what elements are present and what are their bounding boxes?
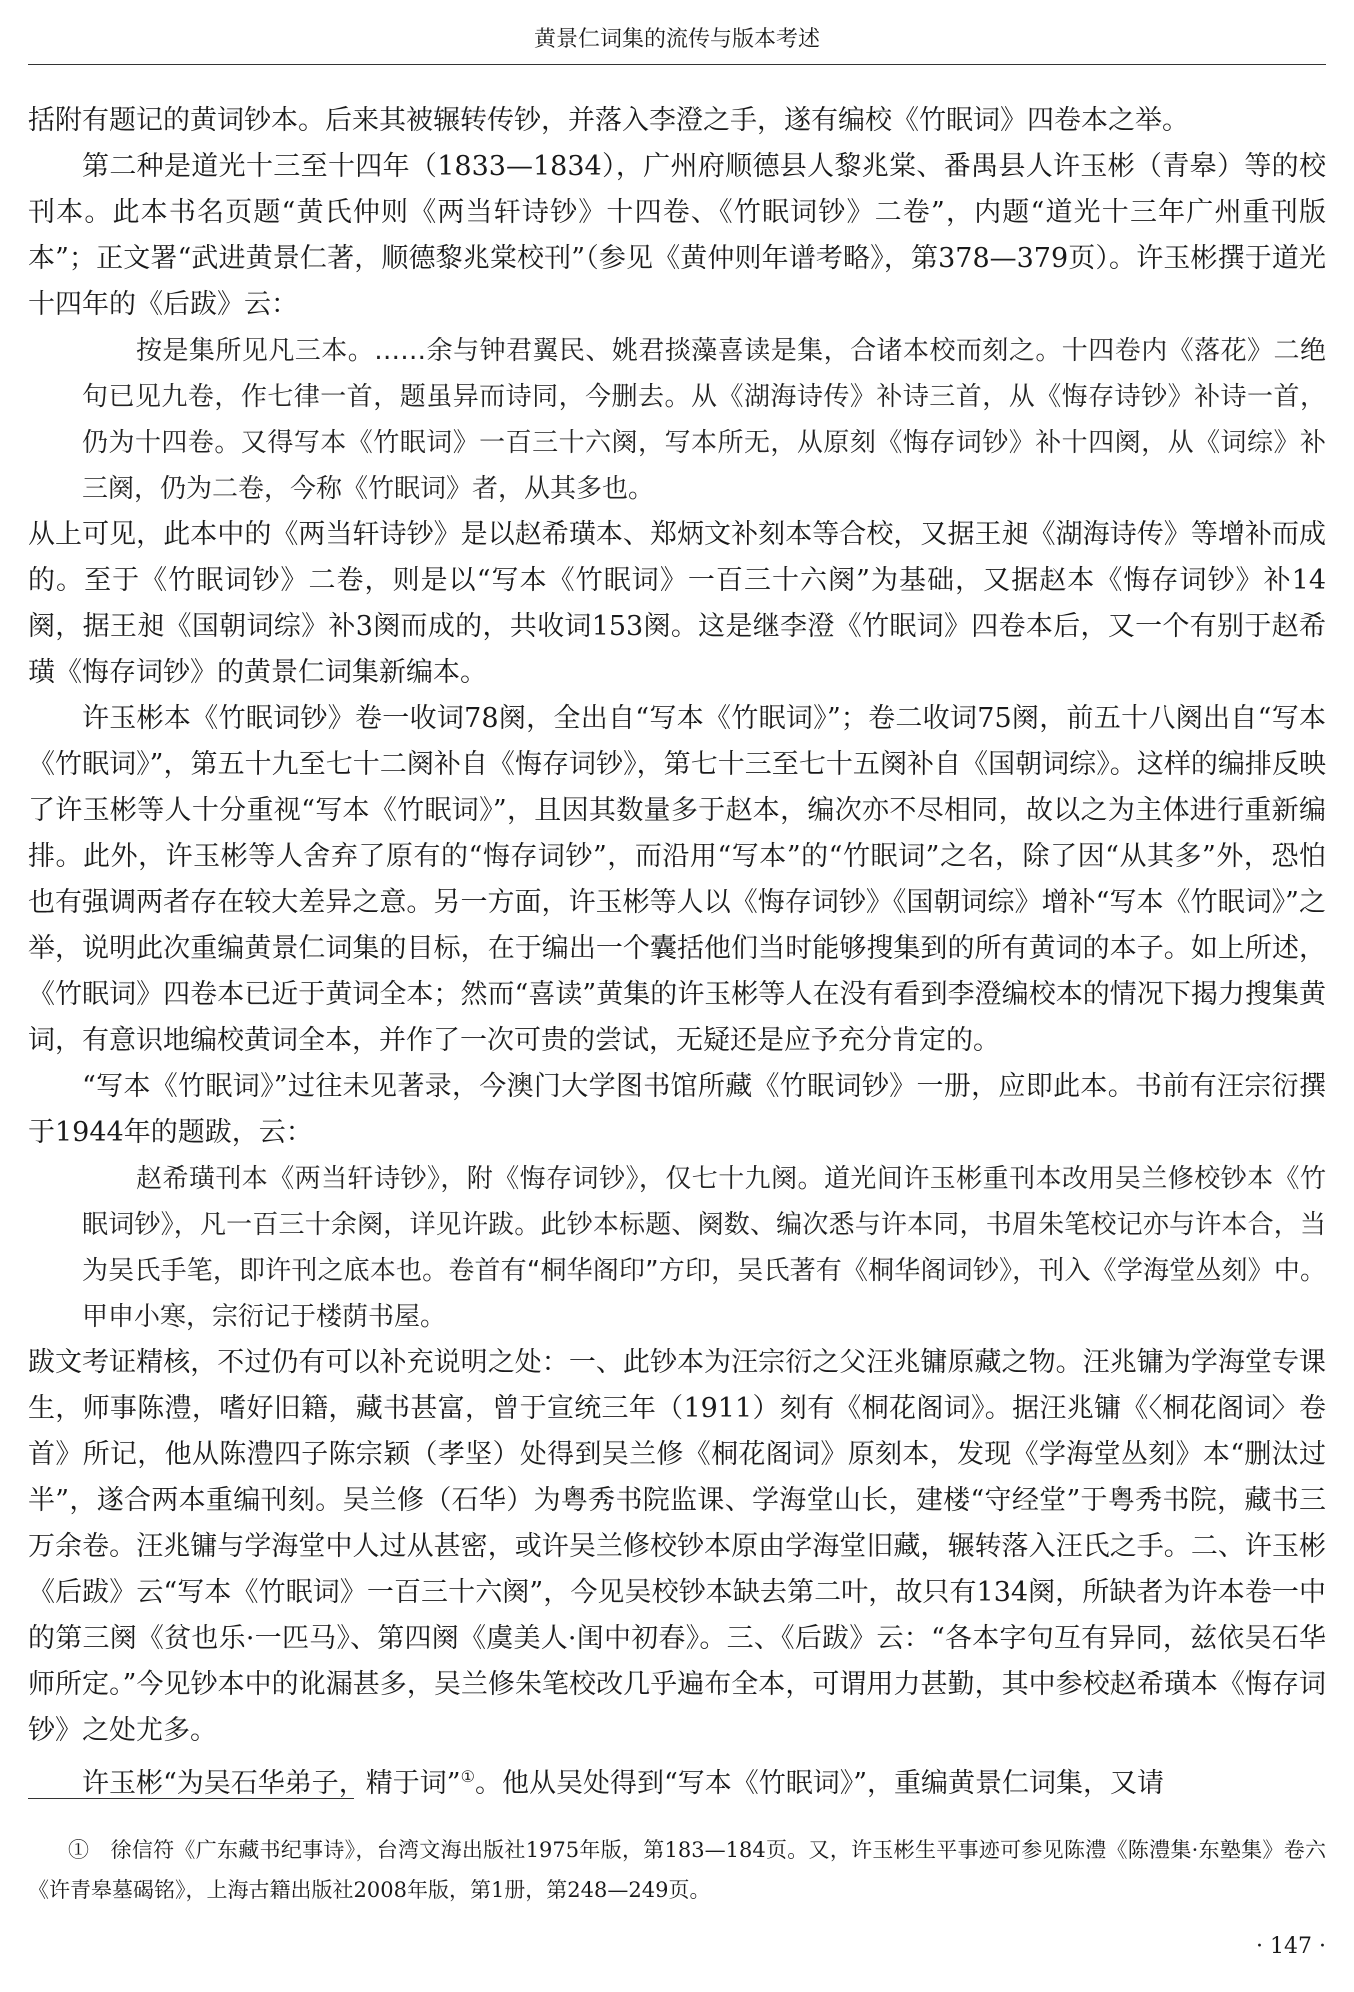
body-text	[28, 98, 1326, 1807]
paragraph-5: “写本《竹眠词》”过往未见著录，今澳门大学图书馆所藏《竹眠词钞》一册，应即此本。书前有汪宗衍撰于1944年的题跋，云：	[28, 1071, 1326, 1148]
paragraph-6: 跋文考证精核，不过仍有可以补充说明之处：一、此钞本为汪宗衍之父汪兆镛原藏之物。汪兆镛为学海堂专课生，师事陈澧，嗜好旧籍，藏书甚富，曾于宣统三年（1911）刻有《桐花阁词》。据汪兆镛《〈桐花阁词〉卷首》所记，他从陈澧四子陈宗颖（孝坚）处得到吴兰修《桐花阁词》原刻本，发现《学海堂丛刻》本“删汰过半”，遂合两本重编刊刻。吴兰修（石华）为粤秀书院监课、学海堂山长，建楼“守经堂”于粤秀书院，藏书三万余卷。汪兆镛与学海堂中人过从甚密，或许吴兰修校钞本原由学海堂旧藏，辗转落入汪氏之手。二、许玉彬《后跋》云“写本《竹眠词》一百三十六阕”，今见吴校钞本缺去第二叶，故只有134阕，所缺者为许本卷一中的第三阕《贫也乐·一匹马》、第四阕《虞美人·闺中初春》。三、《后跋》云：“各本字句互有异同，兹依吴石华师所定。”今见钞本中的讹漏甚多，吴兰修朱笔校改几乎遍布全本，可谓用力甚勤，其中参校赵希璜本《悔存词钞》之处尤多。	[28, 1347, 1326, 1746]
paragraph-3: 从上可见，此本中的《两当轩诗钞》是以赵希璜本、郑炳文补刻本等合校，又据王昶《湖海诗传》等增补而成的。至于《竹眠词钞》二卷，则是以“写本《竹眠词》一百三十六阕”为基础，又据赵本《悔存词钞》补14阕，据王昶《国朝词综》补3阕而成的，共收词153阕。这是继李澄《竹眠词》四卷本后，又一个有别于赵希璜《悔存词钞》的黄景仁词集新编本。	[28, 519, 1326, 688]
paragraph-7-start: 许玉彬“为吴石华弟子，精于词”	[82, 1768, 461, 1799]
paragraph-4: 许玉彬本《竹眠词钞》卷一收词78阕，全出自“写本《竹眠词》”；卷二收词75阕，前五十八阕出自“写本《竹眠词》”，第五十九至七十二阕补自《悔存词钞》，第七十三至七十五阕补自《国朝词综》。这样的编排反映了许玉彬等人十分重视“写本《竹眠词》”，且因其数量多于赵本，编次亦不尽相同，故以之为主体进行重新编排。此外，许玉彬等人舍弃了原有的“悔存词钞”，而沿用“写本”的“竹眠词”之名，除了因“从其多”外，恐怕也有强调两者存在较大差异之意。另一方面，许玉彬等人以《悔存词钞》《国朝词综》增补“写本《竹眠词》”之举，说明此次重编黄景仁词集的目标，在于编出一个囊括他们当时能够搜集到的所有黄词的本子。如上所述，《竹眠词》四卷本已近于黄词全本；然而“喜读”黄集的许玉彬等人在没有看到李澄编校本的情况下揭力搜集黄词，有意识地编校黄词全本，并作了一次可贵的尝试，无疑还是应予充分肯定的。	[28, 703, 1326, 1056]
running-header: 黄景仁词集的流传与版本考述	[533, 27, 820, 52]
header-rule	[28, 64, 1326, 65]
footnote-ref[interactable]: ①	[460, 1767, 475, 1786]
paragraph-2: 第二种是道光十三至十四年（1833—1834），广州府顺德县人黎兆棠、番禺县人许玉彬（青皋）等的校刊本。此本书名页题“黄氏仲则《两当轩诗钞》十四卷、《竹眠词钞》二卷”，内题“道光十三年广州重刊版本”；正文署“武进黄景仁著，顺德黎兆棠校刊”（参见《黄仲则年谱考略》，第378—379页）。许玉彬撰于道光十四年的《后跋》云：	[28, 151, 1326, 320]
block-quote-1-text: 按是集所见凡三本。……余与钟君翼民、姚君掞藻喜读是集，合诸本校而刻之。十四卷内《落花》二绝句已见九卷，作七律一首，题虽异而诗同，今删去。从《湖海诗传》补诗三首，从《悔存诗钞》补诗一首，仍为十四卷。又得写本《竹眠词》一百三十六阕，写本所无，从原刻《悔存词钞》补十四阕，从《词综》补三阕，仍为二卷，今称《竹眠词》者，从其多也。	[82, 336, 1326, 504]
footnote-rule	[28, 1798, 354, 1799]
paragraph-1: 括附有题记的黄词钞本。后来其被辗转传钞，并落入李澄之手，遂有编校《竹眠词》四卷本之举。	[28, 105, 1189, 136]
block-quote-1	[28, 328, 1326, 512]
block-quote-2-text: 赵希璜刊本《两当轩诗钞》，附《悔存词钞》，仅七十九阕。道光间许玉彬重刊本改用吴兰修校钞本《竹眠词钞》，凡一百三十余阕，详见许跋。此钞本标题、阕数、编次悉与许本同，书眉朱笔校记亦与许本合，当为吴氏手笔，即许刊之底本也。卷首有“桐华阁印”方印，吴氏著有《桐华阁词钞》，刊入《学海堂丛刻》中。甲申小寒，宗衍记于楼荫书屋。	[82, 1164, 1326, 1332]
block-quote-2	[28, 1156, 1326, 1340]
paragraph-7-end: 。他从吴处得到“写本《竹眠词》”，重编黄景仁词集，又请	[474, 1768, 1165, 1799]
paragraph-7	[28, 1754, 1326, 1807]
page-number: · 147 ·	[1256, 1934, 1326, 1959]
footnote-text: ① 徐信符《广东藏书纪事诗》，台湾文海出版社1975年版，第183—184页。又，许玉彬生平事迹可参见陈澧《陈澧集·东塾集》卷六《许青皋墓碣铭》，上海古籍出版社2008年版，第1册，第248—249页。	[28, 1838, 1326, 1902]
footnote	[28, 1830, 1326, 1910]
